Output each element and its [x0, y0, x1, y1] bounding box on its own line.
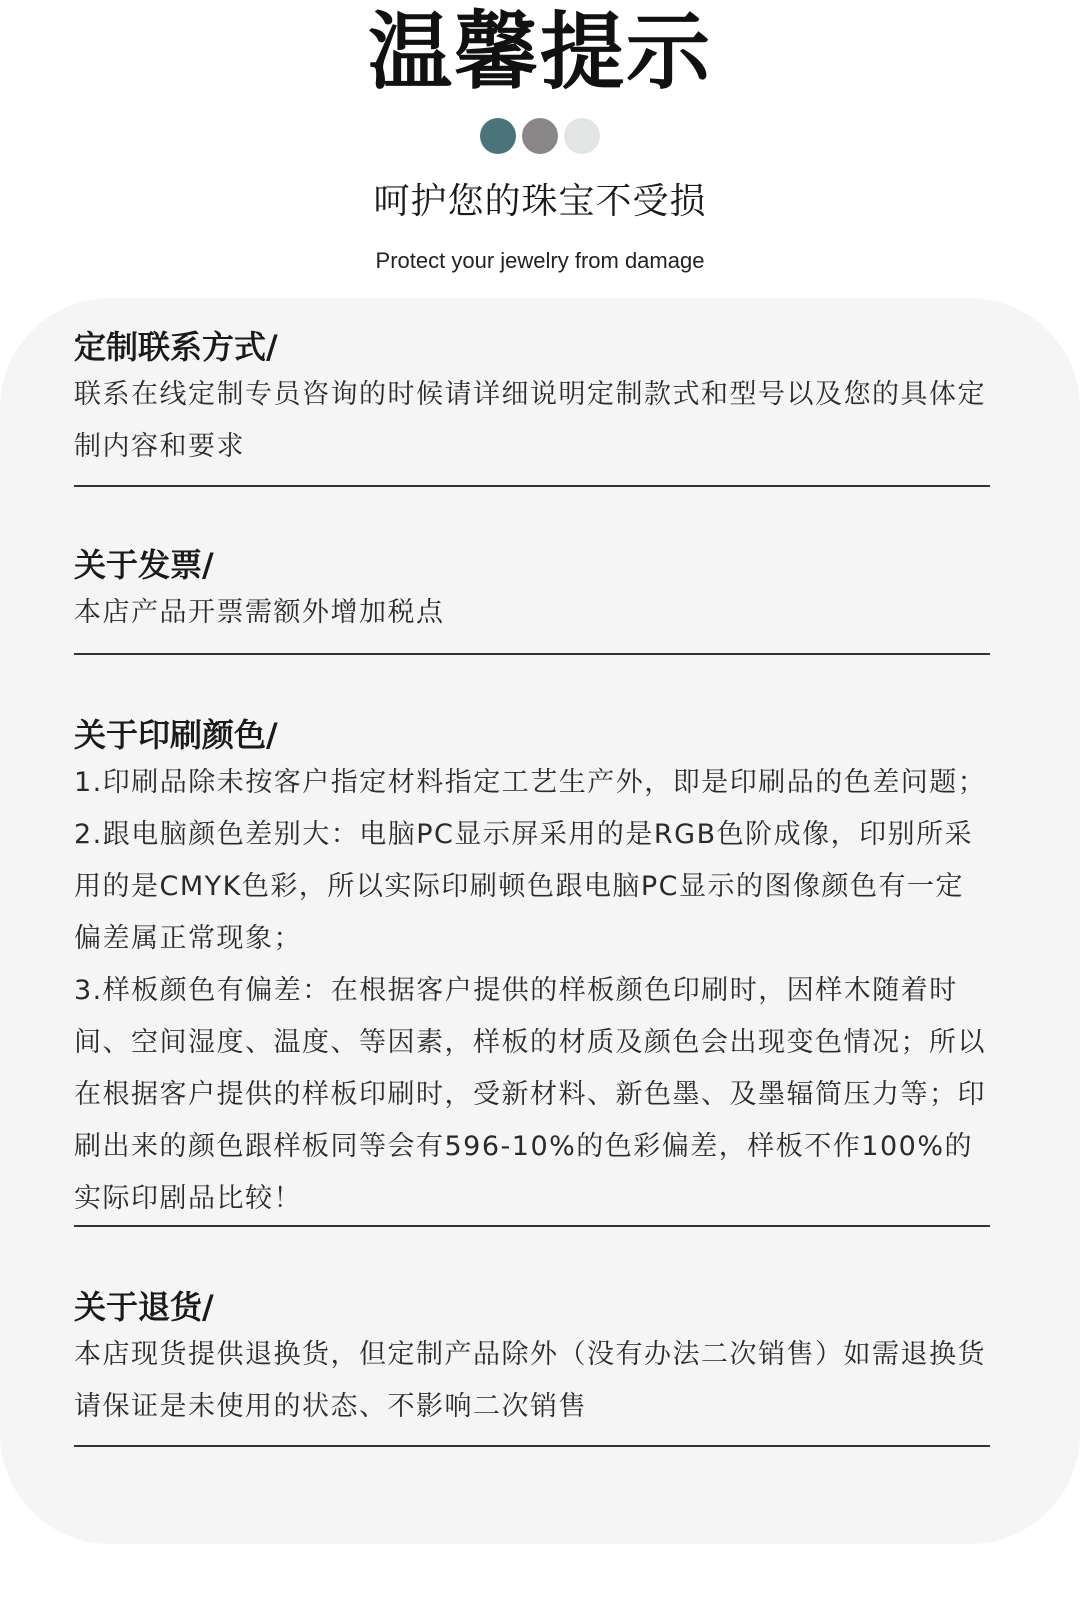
section-body [74, 587, 990, 639]
header [0, 0, 1080, 300]
section-paragraph: 联系在线定制专员咨询的时候请详细说明定制款式和型号以及您的具体定制内容和要求 [74, 379, 986, 462]
dot-light [564, 118, 600, 154]
section-paragraph: 本店产品开票需额外增加税点 [74, 597, 445, 628]
section-returns [74, 1285, 990, 1433]
page-title: 温馨提示 [367, 3, 712, 101]
section-invoice [74, 543, 990, 639]
section-paragraph: 2.跟电脑颜色差别大：电脑PC显示屏采用的是RGB色阶成像，印别所采用的是CMYK色彩，所以实际印刷顿色跟电脑PC显示的图像颜色有一定偏差属正常现象； [74, 819, 974, 954]
section-print-color [74, 713, 990, 1225]
dot-teal [480, 118, 516, 154]
subtitle-chinese: 呵护您的珠宝不受损 [373, 181, 707, 222]
section-paragraph: 3.样板颜色有偏差：在根据客户提供的样板颜色印刷时，因样木随着时间、空间湿度、温度、等因素，样板的材质及颜色会出现变色情况；所以在根据客户提供的样板印刷时，受新材料、新色墨、及墨辐简压力等；印刷出来的颜色跟样板同等会有596-10%的色彩偏差，样板不作100%的实际印剧品比较！ [74, 975, 986, 1214]
divider [74, 485, 990, 487]
dot-gray [522, 118, 558, 154]
section-title: 定制联系方式/ [74, 328, 278, 366]
section-title: 关于印刷颜色/ [74, 716, 278, 754]
section-body [74, 1329, 990, 1433]
divider [74, 653, 990, 655]
decorative-dots [0, 118, 1080, 154]
section-title: 关于发票/ [74, 546, 214, 584]
section-body [74, 757, 990, 1225]
section-paragraph: 1.印刷品除未按客户指定材料指定工艺生产外，即是印刷品的色差问题； [74, 767, 987, 798]
section-paragraph: 本店现货提供退换货，但定制产品除外（没有办法二次销售）如需退换货请保证是未使用的状态、不影响二次销售 [74, 1339, 986, 1422]
subtitle-english: Protect your jewelry from damage [375, 248, 705, 273]
section-title: 关于退货/ [74, 1288, 214, 1326]
divider [74, 1445, 990, 1447]
divider [74, 1225, 990, 1227]
section-body [74, 369, 990, 473]
section-custom-contact [74, 325, 990, 473]
